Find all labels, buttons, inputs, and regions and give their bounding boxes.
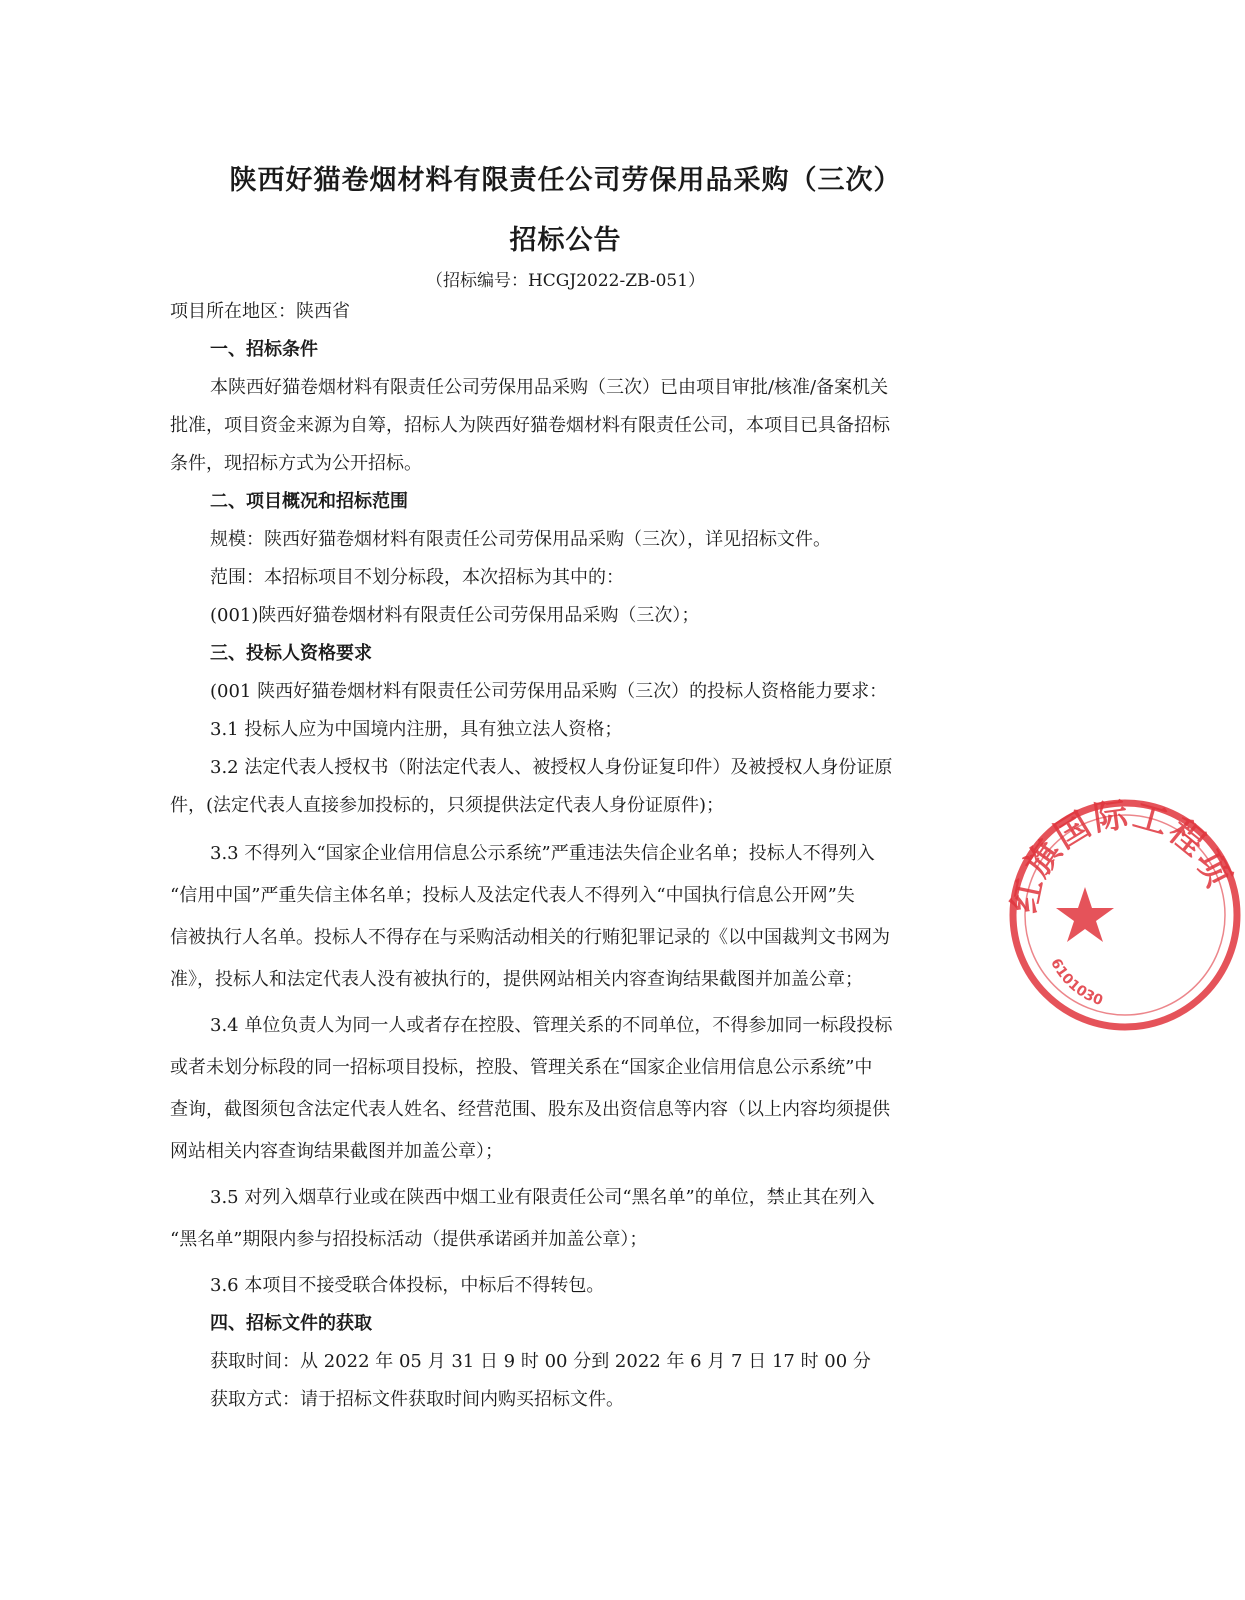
tender-code: （招标编号：HCGJ2022-ZB-051） — [425, 271, 706, 291]
paragraph-line: 或者未划分标段的同一招标项目投标，控股、管理关系在“国家企业信用信息公示系统”中 — [170, 1057, 873, 1078]
paragraph-line: 获取时间：从 2022 年 05 月 31 日 9 时 00 分到 2022 年 6 月 7 日 17 时 00 分 — [210, 1351, 871, 1372]
paragraph-line: 批准，项目资金来源为自筹，招标人为陕西好猫卷烟材料有限责任公司，本项目已具备招标 — [170, 415, 890, 436]
paragraph-line: 规模：陕西好猫卷烟材料有限责任公司劳保用品采购（三次），详见招标文件。 — [210, 529, 831, 550]
document-subtitle: 招标公告 — [509, 225, 622, 256]
paragraph-line: 准》，投标人和法定代表人没有被执行的，提供网站相关内容查询结果截图并加盖公章； — [170, 969, 863, 990]
paragraph-line: (001)陕西好猫卷烟材料有限责任公司劳保用品采购（三次）； — [210, 605, 700, 626]
paragraph-line: 条件，现招标方式为公开招标。 — [170, 453, 422, 474]
paragraph-line: 3.3 不得列入“国家企业信用信息公示系统”严重违法失信企业名单；投标人不得列入 — [210, 843, 875, 864]
section-heading-3: 三、投标人资格要求 — [210, 643, 372, 664]
paragraph-line: 3.5 对列入烟草行业或在陕西中烟工业有限责任公司“黑名单”的单位，禁止其在列入 — [210, 1187, 875, 1208]
section-heading-4: 四、招标文件的获取 — [210, 1313, 372, 1334]
paragraph-line: “黑名单”期限内参与招投标活动（提供承诺函并加盖公章）； — [170, 1229, 648, 1250]
official-seal-stamp — [1005, 795, 1245, 1035]
svg-text:红旗国际工程项 — [1005, 795, 1239, 917]
paragraph-line: 3.4 单位负责人为同一人或者存在控股、管理关系的不同单位，不得参加同一标段投标 — [210, 1015, 893, 1036]
paragraph-line: “信用中国”严重失信主体名单；投标人及法定代表人不得列入“中国执行信息公开网”失 — [170, 885, 855, 906]
paragraph-line: 获取方式：请于招标文件获取时间内购买招标文件。 — [210, 1389, 624, 1410]
section-heading-2: 二、项目概况和招标范围 — [210, 491, 408, 512]
paragraph-line: 件，(法定代表人直接参加投标的，只须提供法定代表人身份证原件)； — [170, 795, 725, 816]
seal-text: 红旗国际工程项 — [1005, 795, 1239, 917]
paragraph-line: 本陕西好猫卷烟材料有限责任公司劳保用品采购（三次）已由项目审批/核准/备案机关 — [210, 377, 889, 398]
paragraph-line: 3.6 本项目不接受联合体投标，中标后不得转包。 — [210, 1275, 605, 1296]
project-region: 项目所在地区：陕西省 — [170, 301, 350, 322]
document-title: 陕西好猫卷烟材料有限责任公司劳保用品采购（三次） — [229, 165, 902, 196]
paragraph-line: 3.1 投标人应为中国境内注册，具有独立法人资格； — [210, 719, 623, 740]
paragraph-line: 3.2 法定代表人授权书（附法定代表人、被授权人身份证复印件）及被授权人身份证原 — [210, 757, 893, 778]
paragraph-line: 网站相关内容查询结果截图并加盖公章）； — [170, 1141, 503, 1162]
section-heading-1: 一、招标条件 — [210, 339, 318, 360]
paragraph-line: (001 陕西好猫卷烟材料有限责任公司劳保用品采购（三次）的投标人资格能力要求： — [210, 681, 888, 702]
paragraph-line: 查询，截图须包含法定代表人姓名、经营范围、股东及出资信息等内容（以上内容均须提供 — [170, 1099, 890, 1120]
star-icon — [1056, 887, 1114, 942]
paragraph-line: 范围：本招标项目不划分标段，本次招标为其中的： — [210, 567, 624, 588]
seal-number: 6101030 — [1047, 956, 1105, 1010]
paragraph-line: 信被执行人名单。投标人不得存在与采购活动相关的行贿犯罪记录的《以中国裁判文书网为 — [170, 927, 890, 948]
